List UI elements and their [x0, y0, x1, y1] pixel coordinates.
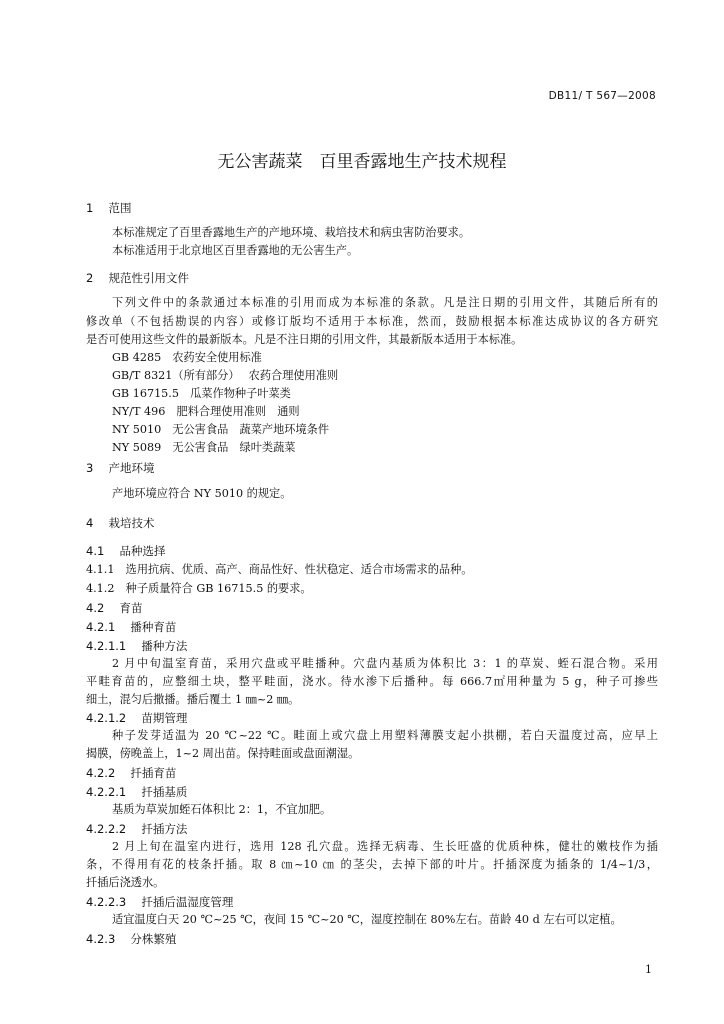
- reference-item: NY 5010 无公害食品 蔬菜产地环境条件: [112, 423, 330, 436]
- section-3-para: 产地环境应符合 NY 5010 的规定。: [112, 487, 292, 500]
- section-2-para-line-2: 修改单（不包括勘误的内容）或修订版均不适用于本标准，然而，鼓励根据本标准达成协议的各方研究: [86, 315, 658, 328]
- clause-4-2-1-2-line-2: 揭膜，傍晚盖上，1~2 周出苗。保持畦面或盘面潮湿。: [86, 747, 360, 760]
- reference-item: GB/T 8321（所有部分） 农药合理使用准则: [112, 369, 339, 382]
- clause-4-1-1: 4.1.1 选用抗病、优质、高产、商品性好、性状稳定、适合市场需求的品种。: [86, 563, 473, 576]
- section-4-2-heading: 4.2 育苗: [86, 601, 143, 615]
- clause-4-2-2-1: 基质为草炭加蛭石体积比 2：1，不宜加肥。: [112, 803, 332, 816]
- clause-4-2-1-1-line-2: 平畦育苗的，应整细土块，整平畦面，浇水。待水渗下后播种。每 666.7㎡用种量为 5 g，种子可掺些: [86, 675, 658, 688]
- clause-4-2-2-2-line-2: 条，不得用有花的枝条扦插。取 8 ㎝~10 ㎝ 的茎尖，去掉下部的叶片。扦插深度为插条的 1/4~1/3，: [86, 858, 658, 871]
- clause-4-1-2: 4.1.2 种子质量符合 GB 16715.5 的要求。: [86, 582, 312, 595]
- section-4-2-3-heading: 4.2.3 分株繁殖: [86, 932, 177, 946]
- clause-4-2-2-3: 适宜温度白天 20 ℃~25 ℃，夜间 15 ℃~20 ℃，湿度控制在 80%左右。苗龄 40 d 左右可以定植。: [112, 913, 622, 926]
- section-1-heading: 1 范围: [86, 201, 132, 215]
- section-2-para-line-3: 是否可使用这些文件的最新版本。凡是不注日期的引用文件，其最新版本适用于本标准。: [86, 333, 523, 346]
- section-4-2-1-heading: 4.2.1 播种育苗: [86, 620, 177, 634]
- reference-item: GB 4285 农药安全使用标准: [112, 351, 262, 364]
- section-2-para-line-1: 下列文件中的条款通过本标准的引用而成为本标准的条款。凡是注日期的引用文件，其随后所有的: [112, 296, 658, 309]
- standard-code: DB11/ T 567—2008: [548, 90, 656, 102]
- section-2-heading: 2 规范性引用文件: [86, 271, 189, 285]
- section-4-heading: 4 栽培技术: [86, 516, 155, 530]
- clause-4-2-2-2-line-3: 扦插后浇透水。: [86, 876, 165, 889]
- clause-4-2-1-2-line-1: 种子发芽适温为 20 ℃~22 ℃。畦面上或穴盘上用塑料薄膜支起小拱棚，若白天温度过高，应早上: [112, 729, 658, 742]
- section-3-heading: 3 产地环境: [86, 461, 155, 475]
- clause-4-2-2-2-line-1: 2 月上旬在温室内进行，选用 128 孔穴盘。选择无病毒、生长旺盛的优质种株，健壮的嫩枝作为插: [112, 840, 658, 853]
- section-4-2-2-1-heading: 4.2.2.1 扦插基质: [86, 785, 188, 799]
- section-4-2-1-1-heading: 4.2.1.1 播种方法: [86, 639, 188, 653]
- document-title: 无公害蔬菜 百里香露地生产技术规程: [217, 152, 507, 172]
- section-4-2-1-2-heading: 4.2.1.2 苗期管理: [86, 711, 188, 725]
- clause-4-2-1-1-line-1: 2 月中旬温室育苗，采用穴盘或平畦播种。穴盘内基质为体积比 3：1 的草炭、蛭石混合物。采用: [112, 657, 658, 670]
- section-4-1-heading: 4.1 品种选择: [86, 544, 166, 558]
- section-1-para-1: 本标准规定了百里香露地生产的产地环境、栽培技术和病虫害防治要求。: [112, 226, 471, 239]
- section-1-para-2: 本标准适用于北京地区百里香露地的无公害生产。: [112, 244, 359, 257]
- reference-item: GB 16715.5 瓜菜作物种子叶菜类: [112, 387, 291, 400]
- section-4-2-2-2-heading: 4.2.2.2 扦插方法: [86, 822, 188, 836]
- clause-4-2-1-1-line-3: 细土，混匀后撒播。播后覆土 1 ㎜~2 ㎜。: [86, 693, 300, 706]
- section-4-2-2-heading: 4.2.2 扦插育苗: [86, 766, 177, 780]
- section-4-2-2-3-heading: 4.2.2.3 扦插后温湿度管理: [86, 895, 234, 909]
- reference-item: NY/T 496 肥料合理使用准则 通则: [112, 405, 300, 418]
- reference-item: NY 5089 无公害食品 绿叶类蔬菜: [112, 441, 296, 454]
- page-number: 1: [645, 963, 652, 976]
